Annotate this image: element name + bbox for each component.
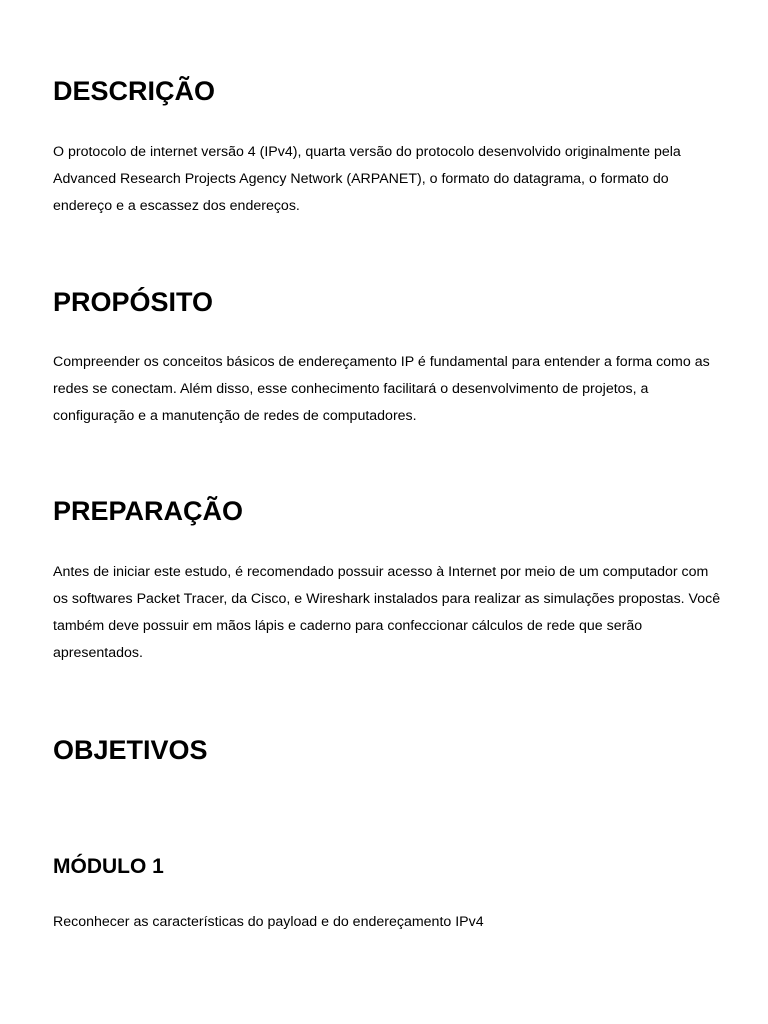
section-heading-descricao: DESCRIÇÃO xyxy=(53,76,216,106)
section-heading-preparacao: PREPARAÇÃO xyxy=(53,496,244,526)
section-heading-proposito: PROPÓSITO xyxy=(53,287,214,317)
section-heading-modulo-1: MÓDULO 1 xyxy=(53,855,164,878)
section-text-preparacao: Antes de iniciar este estudo, é recomendado possuir acesso à Internet por meio de um computador com os softwares Packet Tracer, da Cisco, e Wireshark instalados para realizar as simulações propostas. Você também deve possuir em mãos lápis e caderno para confeccionar cálculos de rede que serão apresentados. xyxy=(53,564,721,661)
section-text-descricao: O protocolo de internet versão 4 (IPv4), quarta versão do protocolo desenvolvido originalmente pela Advanced Research Projects Agency Network (ARPANET), o formato do datagrama, o formato do endereço e a escassez dos endereços. xyxy=(53,144,681,214)
section-heading-objetivos: OBJETIVOS xyxy=(53,735,208,765)
section-text-proposito: Compreender os conceitos básicos de endereçamento IP é fundamental para entender a forma como as redes se conectam. Além disso, esse conhecimento facilitará o desenvolvimento de projetos, a configuração e a manutenção de redes de computadores. xyxy=(53,354,710,424)
section-text-modulo-1: Reconhecer as características do payload e do endereçamento IPv4 xyxy=(53,914,484,930)
